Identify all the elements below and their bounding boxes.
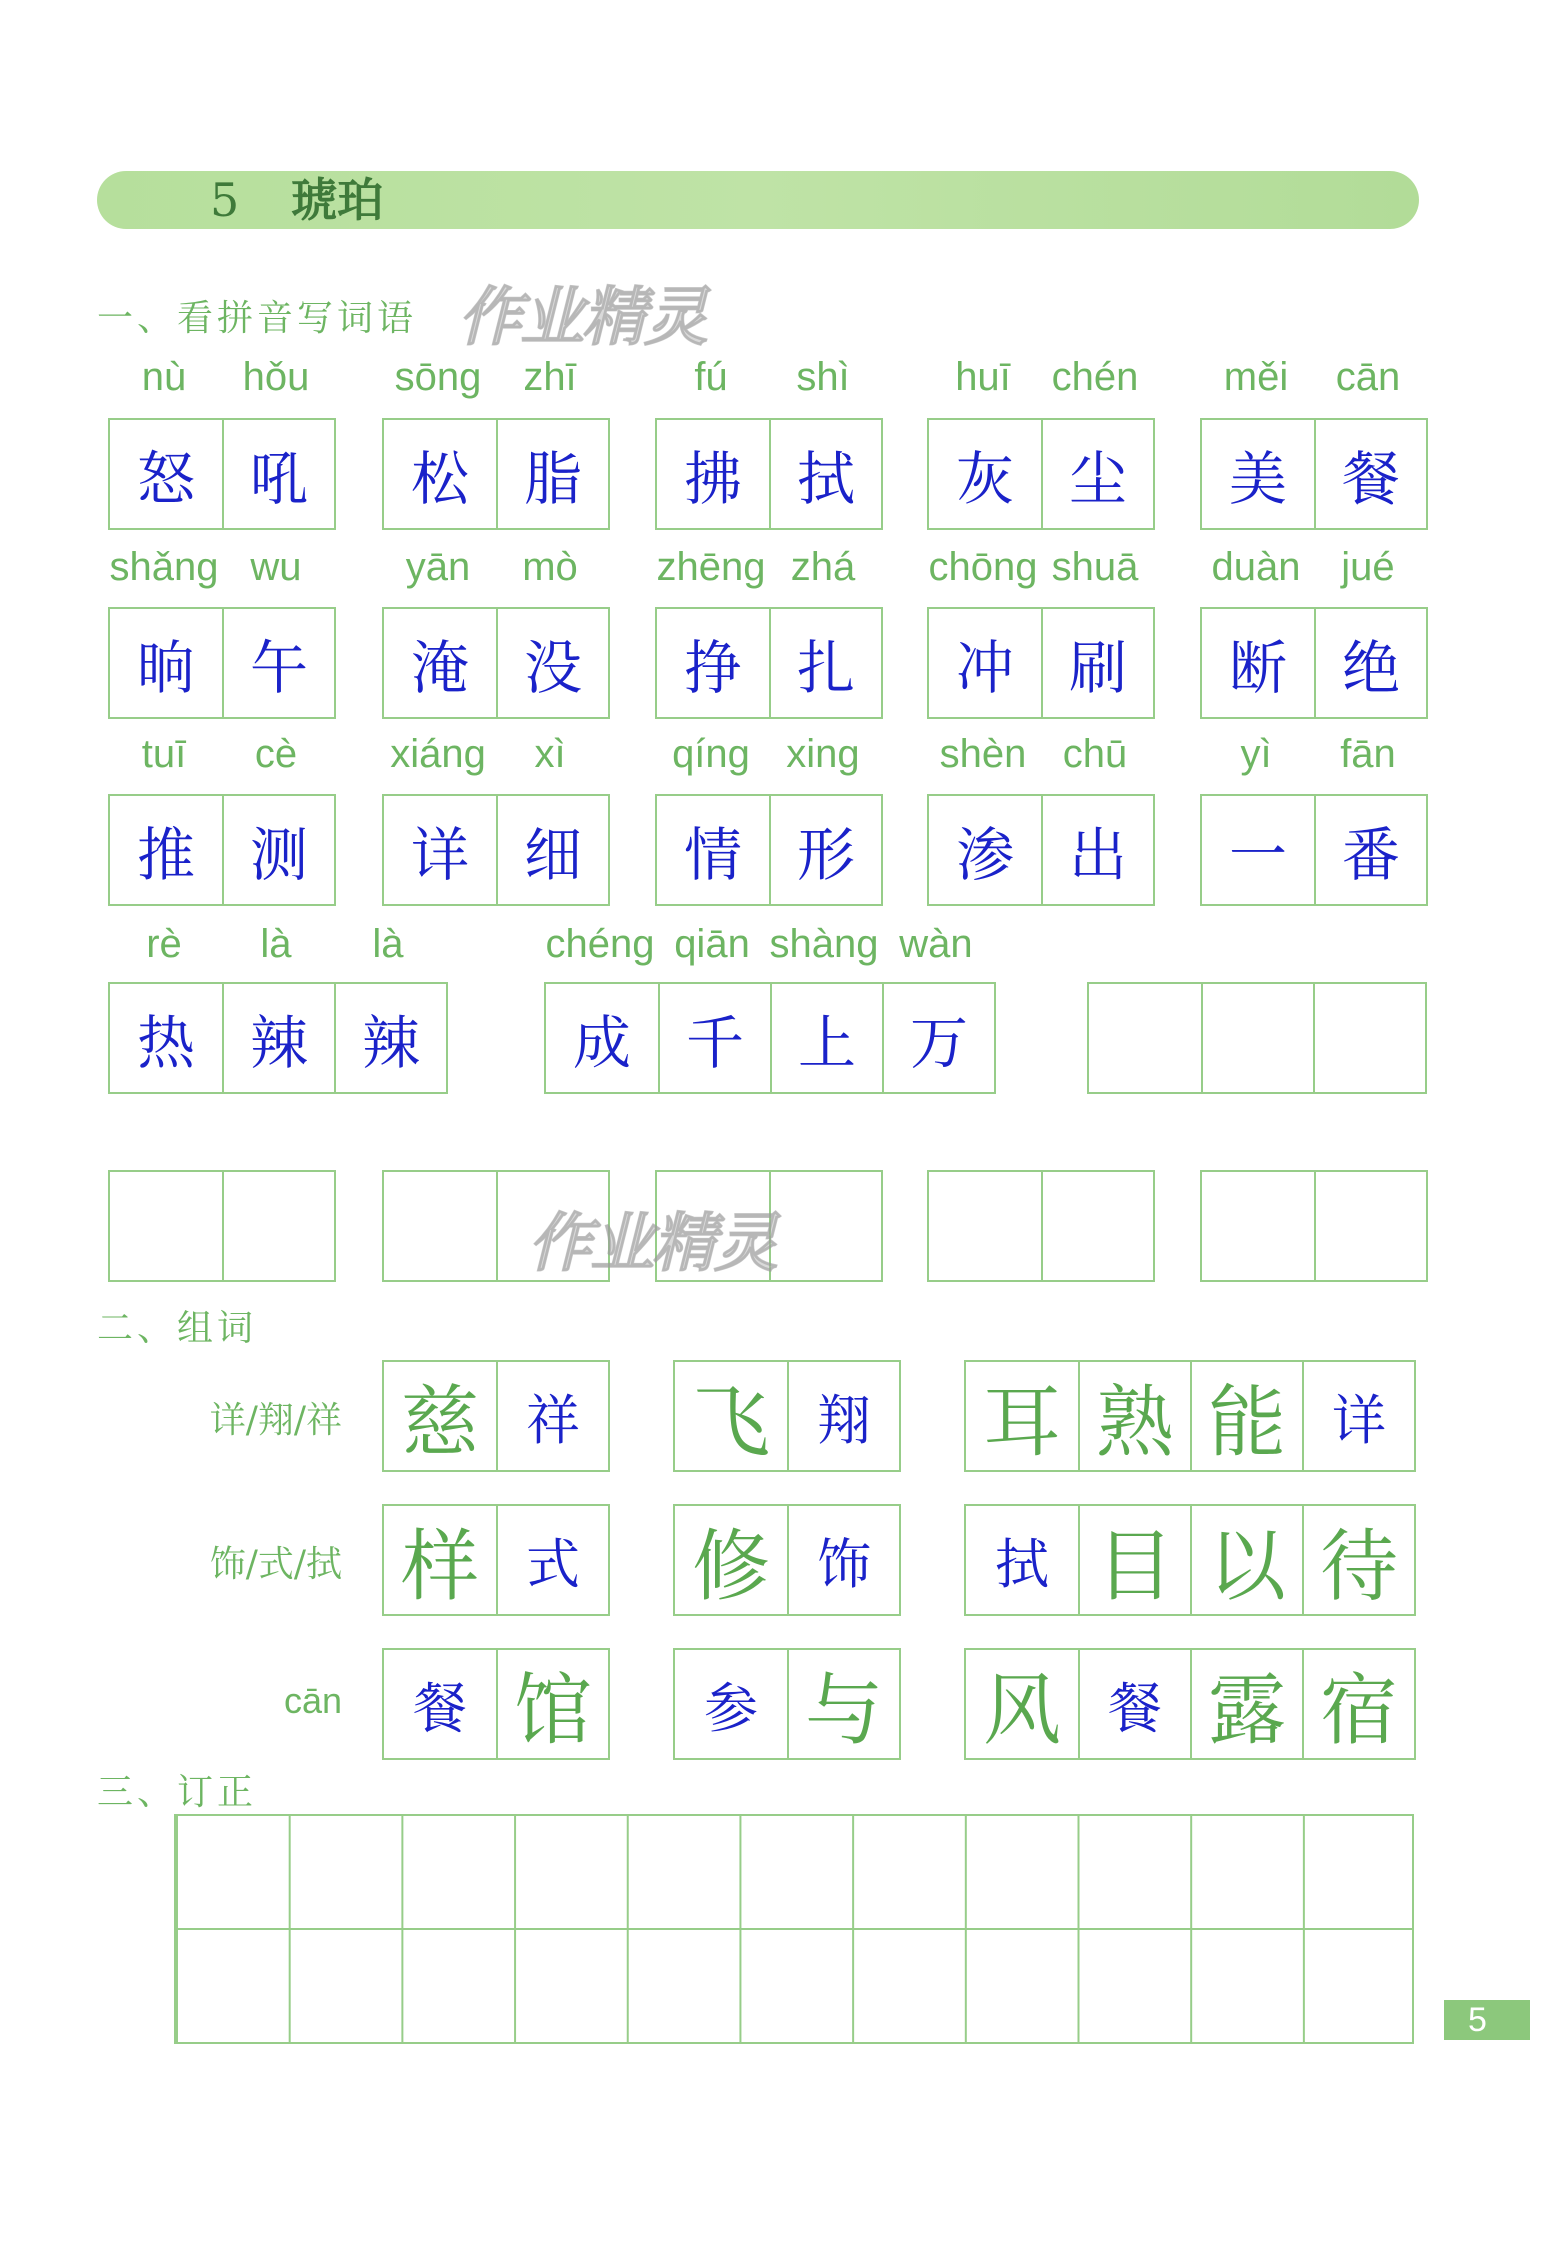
grid-cell[interactable]: 慈 <box>400 1378 479 1468</box>
pinyin-syllable: shuā <box>1051 545 1139 589</box>
pinyin-syllable: là <box>372 922 404 966</box>
word-box[interactable] <box>1200 418 1428 530</box>
pinyin-syllable: rè <box>146 922 182 966</box>
grid-cell[interactable]: 与 <box>787 1650 899 1758</box>
grid-cell[interactable]: 修 <box>691 1522 770 1612</box>
grid-cell[interactable]: 挣 <box>683 634 742 702</box>
grid-cell[interactable]: 断 <box>1228 634 1287 702</box>
pinyin-syllable: xiáng <box>390 732 486 776</box>
grid-cell[interactable]: 推 <box>136 821 195 889</box>
pinyin-syllable: fú <box>694 355 728 399</box>
pinyin-syllable: chū <box>1062 732 1128 776</box>
grid-cell[interactable]: 拂 <box>683 445 742 513</box>
grid-cell[interactable]: 美 <box>1228 445 1287 513</box>
grid-cell[interactable]: 灰 <box>955 445 1014 513</box>
group-label: 详/翔/祥 <box>209 1400 342 1441</box>
grid-cell[interactable]: 耳 <box>982 1378 1061 1468</box>
word-box[interactable] <box>655 794 883 906</box>
compound-box[interactable] <box>964 1504 1416 1616</box>
word-box[interactable] <box>655 607 883 719</box>
compound-box[interactable] <box>673 1648 901 1760</box>
pinyin-syllable: chōng <box>928 545 1038 589</box>
grid-cell[interactable]: 飞 <box>691 1378 770 1468</box>
grid-cell[interactable] <box>1202 1172 1314 1280</box>
pinyin-syllable: mò <box>522 545 578 589</box>
grid-cell[interactable]: 晌 <box>136 634 195 702</box>
word-box[interactable] <box>382 607 610 719</box>
grid-cell[interactable]: 能 <box>1190 1362 1302 1470</box>
lesson-number: 5 <box>210 173 240 227</box>
pinyin-syllable: qiān <box>674 922 750 966</box>
grid-cell[interactable]: 待 <box>1302 1506 1414 1614</box>
grid-cell[interactable]: 样 <box>400 1522 479 1612</box>
pinyin-syllable: zhēng <box>656 545 766 589</box>
word-box[interactable] <box>927 794 1155 906</box>
lesson-title: 琥珀 <box>291 173 384 227</box>
grid-cell[interactable]: 万 <box>882 984 994 1092</box>
grid-cell[interactable]: 成 <box>572 1009 631 1077</box>
compound-box[interactable] <box>382 1648 610 1760</box>
grid-cell[interactable] <box>1313 984 1425 1092</box>
grid-cell[interactable]: 馆 <box>496 1650 608 1758</box>
group-label: 饰/式/拭 <box>209 1544 342 1585</box>
grid-cell[interactable]: 绝 <box>1314 609 1426 717</box>
pinyin-syllable: shǎng <box>109 545 219 589</box>
pinyin-syllable: sōng <box>394 355 482 399</box>
grid-cell[interactable]: 怒 <box>136 445 195 513</box>
word-box[interactable] <box>108 607 336 719</box>
grid-cell[interactable]: 没 <box>496 609 608 717</box>
word-box[interactable] <box>382 794 610 906</box>
compound-box[interactable] <box>673 1360 901 1472</box>
pinyin-syllable: xing <box>786 732 860 776</box>
grid-cell[interactable]: 午 <box>222 609 334 717</box>
pinyin-syllable: shèn <box>939 732 1027 776</box>
grid-cell[interactable]: 细 <box>496 796 608 904</box>
pinyin-syllable: zhá <box>790 545 856 589</box>
word-box[interactable] <box>927 418 1155 530</box>
grid-cell[interactable] <box>110 1172 222 1280</box>
pinyin-syllable: jué <box>1341 545 1395 589</box>
grid-cell[interactable]: 详 <box>1302 1362 1414 1470</box>
grid-cell[interactable]: 风 <box>982 1666 1061 1756</box>
pinyin-syllable: hǒu <box>242 355 310 399</box>
grid-cell[interactable] <box>769 1172 881 1280</box>
pinyin-syllable: wu <box>250 545 302 589</box>
grid-cell[interactable]: 饰 <box>787 1506 899 1614</box>
pinyin-syllable: qíng <box>672 732 750 776</box>
word-box[interactable] <box>108 794 336 906</box>
grid-cell[interactable]: 吼 <box>222 420 334 528</box>
grid-cell[interactable]: 渗 <box>955 821 1014 889</box>
grid-cell[interactable]: 餐 <box>1314 420 1426 528</box>
grid-cell[interactable]: 拭 <box>995 1532 1049 1596</box>
section2-title: 二、组词 <box>97 1308 258 1349</box>
grid-cell[interactable]: 餐 <box>413 1676 467 1740</box>
section3-title: 三、订正 <box>97 1772 258 1813</box>
grid-cell[interactable]: 详 <box>410 821 469 889</box>
grid-cell[interactable] <box>222 1172 334 1280</box>
grid-cell[interactable]: 以 <box>1190 1506 1302 1614</box>
word-box[interactable] <box>108 418 336 530</box>
grid-cell[interactable]: 翔 <box>787 1362 899 1470</box>
grid-cell[interactable]: 祥 <box>496 1362 608 1470</box>
compound-box[interactable] <box>964 1360 1416 1472</box>
compound-box[interactable] <box>673 1504 901 1616</box>
grid-cell[interactable]: 淹 <box>410 634 469 702</box>
grid-cell[interactable]: 刷 <box>1041 609 1153 717</box>
grid-cell[interactable]: 形 <box>769 796 881 904</box>
word-box[interactable] <box>927 607 1155 719</box>
pinyin-syllable: wàn <box>899 922 973 966</box>
watermark-top: 作业精灵 <box>458 281 706 355</box>
pinyin-syllable: zhī <box>523 355 577 399</box>
section1-title: 一、看拼音写词语 <box>97 298 418 339</box>
grid-cell[interactable]: 辣 <box>334 984 446 1092</box>
grid-cell[interactable]: 番 <box>1314 796 1426 904</box>
grid-cell[interactable]: 热 <box>136 1009 195 1077</box>
grid-cell[interactable]: 松 <box>410 445 469 513</box>
pinyin-syllable: yì <box>1240 732 1272 776</box>
grid-cell[interactable]: 测 <box>222 796 334 904</box>
pinyin-syllable: nù <box>141 355 187 399</box>
grid-cell[interactable]: 餐 <box>1078 1650 1190 1758</box>
grid-cell[interactable]: 一 <box>1228 821 1287 889</box>
grid-cell[interactable]: 扎 <box>769 609 881 717</box>
correction-grid[interactable] <box>174 1814 1414 2044</box>
pinyin-syllable: là <box>260 922 292 966</box>
compound-box[interactable] <box>382 1360 610 1472</box>
pinyin-syllable: tuī <box>141 732 187 776</box>
blank-word-box-3[interactable] <box>1087 982 1427 1094</box>
grid-cell[interactable]: 熟 <box>1078 1362 1190 1470</box>
grid-cell[interactable]: 参 <box>704 1676 758 1740</box>
grid-cell[interactable] <box>1314 1172 1426 1280</box>
grid-cell[interactable]: 脂 <box>496 420 608 528</box>
pinyin-syllable: chéng <box>545 922 655 966</box>
grid-cell[interactable]: 露 <box>1190 1650 1302 1758</box>
word-box[interactable] <box>1200 794 1428 906</box>
word-box-4[interactable] <box>544 982 996 1094</box>
pinyin-syllable: xì <box>534 732 566 776</box>
word-box-3[interactable] <box>108 982 448 1094</box>
grid-cell[interactable]: 千 <box>658 984 770 1092</box>
grid-cell[interactable]: 出 <box>1041 796 1153 904</box>
blank-word-box[interactable] <box>108 1170 336 1282</box>
word-box[interactable] <box>382 418 610 530</box>
grid-cell[interactable]: 尘 <box>1041 420 1153 528</box>
grid-cell[interactable] <box>1041 1172 1153 1280</box>
grid-cell[interactable]: 拭 <box>769 420 881 528</box>
grid-cell[interactable]: 情 <box>683 821 742 889</box>
watermark-middle: 作业精灵 <box>528 1207 776 1281</box>
pinyin-syllable: měi <box>1223 355 1289 399</box>
pinyin-syllable: chén <box>1051 355 1139 399</box>
lesson-heading <box>210 171 383 229</box>
grid-cell[interactable] <box>384 1172 496 1280</box>
grid-cell[interactable]: 目 <box>1078 1506 1190 1614</box>
pinyin-syllable: shàng <box>769 922 879 966</box>
pinyin-syllable: cè <box>254 732 298 776</box>
grid-cell[interactable] <box>1201 984 1313 1092</box>
grid-cell[interactable]: 宿 <box>1302 1650 1414 1758</box>
grid-cell[interactable] <box>929 1172 1041 1280</box>
grid-cell[interactable]: 辣 <box>222 984 334 1092</box>
pinyin-syllable: cān <box>1335 355 1401 399</box>
pinyin-syllable: yān <box>405 545 471 589</box>
grid-cell[interactable]: 上 <box>770 984 882 1092</box>
grid-cell[interactable]: 冲 <box>955 634 1014 702</box>
pinyin-syllable: huī <box>955 355 1011 399</box>
group-label: cān <box>283 1680 342 1721</box>
word-box[interactable] <box>1200 607 1428 719</box>
grid-cell[interactable] <box>1089 984 1201 1092</box>
blank-word-box[interactable] <box>927 1170 1155 1282</box>
blank-word-box[interactable] <box>1200 1170 1428 1282</box>
word-box[interactable] <box>655 418 883 530</box>
compound-box[interactable] <box>964 1648 1416 1760</box>
pinyin-syllable: fān <box>1340 732 1396 776</box>
pinyin-syllable: shì <box>796 355 850 399</box>
compound-box[interactable] <box>382 1504 610 1616</box>
page-number: 5 <box>1444 2000 1530 2040</box>
pinyin-syllable: duàn <box>1211 545 1301 589</box>
grid-cell[interactable]: 式 <box>496 1506 608 1614</box>
